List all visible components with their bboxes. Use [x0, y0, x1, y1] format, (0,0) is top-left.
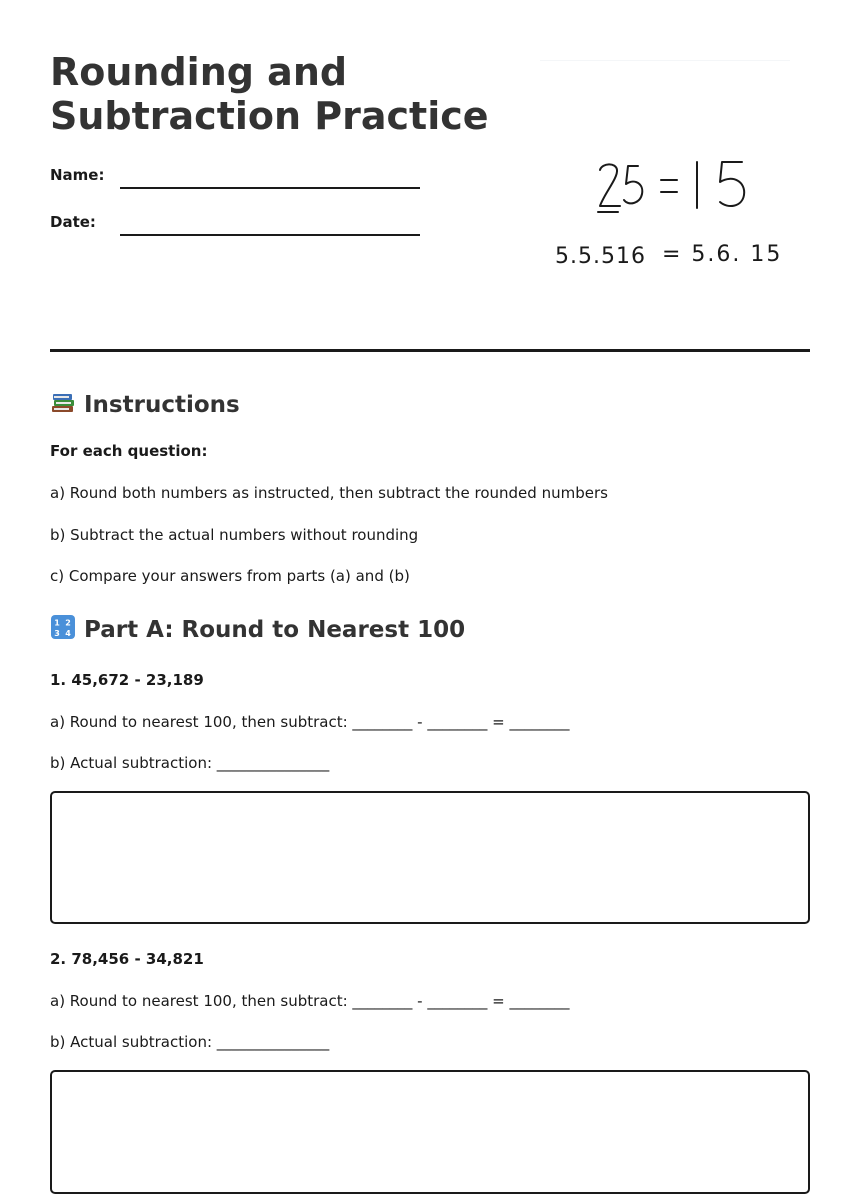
- svg-text:1: 1: [54, 618, 60, 628]
- books-icon: [50, 389, 76, 421]
- part-a-heading-text: Part A: Round to Nearest 100: [84, 617, 466, 643]
- date-field[interactable]: [120, 234, 420, 236]
- date-label: Date:: [50, 213, 96, 231]
- part-a-heading: [50, 614, 465, 646]
- instructions-intro: For each question:: [50, 442, 208, 460]
- question-1-work-box[interactable]: [50, 791, 810, 924]
- page-title: Rounding and Subtraction Practice: [50, 50, 489, 138]
- question-2-work-box[interactable]: [50, 1070, 810, 1194]
- name-label: Name:: [50, 166, 105, 184]
- question-2-part-b[interactable]: b) Actual subtraction: _______________: [50, 1033, 330, 1051]
- question-1-part-b[interactable]: b) Actual subtraction: _______________: [50, 754, 330, 772]
- faint-guide-line: [540, 60, 790, 61]
- instructions-heading-text: Instructions: [84, 392, 240, 418]
- instruction-item-c: c) Compare your answers from parts (a) and (b): [50, 567, 410, 585]
- instruction-item-b: b) Subtract the actual numbers without rounding: [50, 526, 419, 544]
- svg-text:4: 4: [65, 629, 71, 638]
- instruction-item-a: a) Round both numbers as instructed, then subtract the rounded numbers: [50, 484, 608, 502]
- question-1-prompt: 1. 45,672 - 23,189: [50, 671, 204, 689]
- name-field[interactable]: [120, 187, 420, 189]
- handwritten-line-2-left: 5.5.516: [555, 244, 646, 269]
- instructions-heading: [50, 389, 240, 421]
- question-2-part-a[interactable]: a) Round to nearest 100, then subtract: ________ - ________ = ________: [50, 992, 570, 1010]
- handwritten-line-2-right: = 5.6. 15: [662, 242, 783, 267]
- question-1-part-a[interactable]: a) Round to nearest 100, then subtract: ________ - ________ = ________: [50, 713, 570, 731]
- numbers-1234-icon: [50, 614, 76, 646]
- svg-text:2: 2: [65, 618, 71, 628]
- svg-text:3: 3: [54, 629, 60, 638]
- section-divider: [50, 349, 810, 352]
- question-2-prompt: 2. 78,456 - 34,821: [50, 950, 204, 968]
